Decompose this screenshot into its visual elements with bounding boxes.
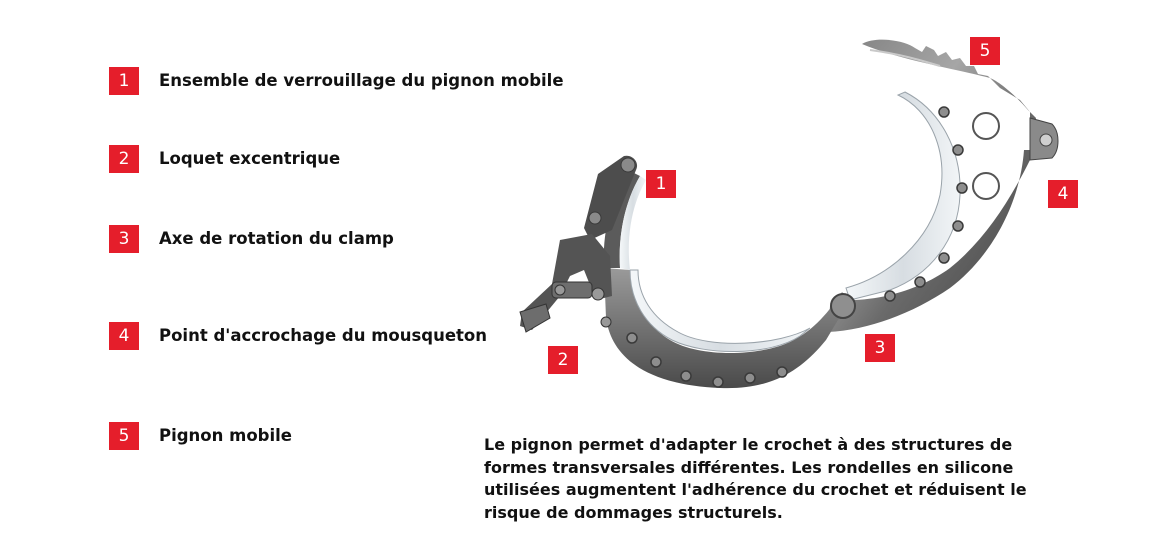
clamp-right-inner xyxy=(846,92,960,300)
callout-5: 5 xyxy=(970,37,1000,65)
callout-4: 4 xyxy=(1048,180,1078,208)
legend-label-3: Axe de rotation du clamp xyxy=(159,229,394,248)
legend-label-2: Loquet excentrique xyxy=(159,149,341,168)
legend-number-5: 5 xyxy=(109,422,139,450)
legend-number-4: 4 xyxy=(109,322,139,350)
clamp-left-body xyxy=(604,268,850,388)
pivot-axis xyxy=(831,294,855,318)
legend-label-5: Pignon mobile xyxy=(159,426,292,445)
callout-1: 1 xyxy=(646,170,676,198)
callout-3: 3 xyxy=(865,334,895,362)
description-text: Le pignon permet d'adapter le crochet à des structures de formes transversales différentes. Les rondelles en silicone utilisées augmentent l'adhérence du crochet et réduisent le risque de dommages structurels. xyxy=(484,435,1027,522)
legend-label-1: Ensemble de verrouillage du pignon mobile xyxy=(159,71,564,90)
legend-number-2: 2 xyxy=(109,145,139,173)
legend-number-1: 1 xyxy=(109,67,139,95)
legend-number-3: 3 xyxy=(109,225,139,253)
legend-label-4: Point d'accrochage du mousqueton xyxy=(159,326,488,345)
callout-2: 2 xyxy=(548,346,578,374)
